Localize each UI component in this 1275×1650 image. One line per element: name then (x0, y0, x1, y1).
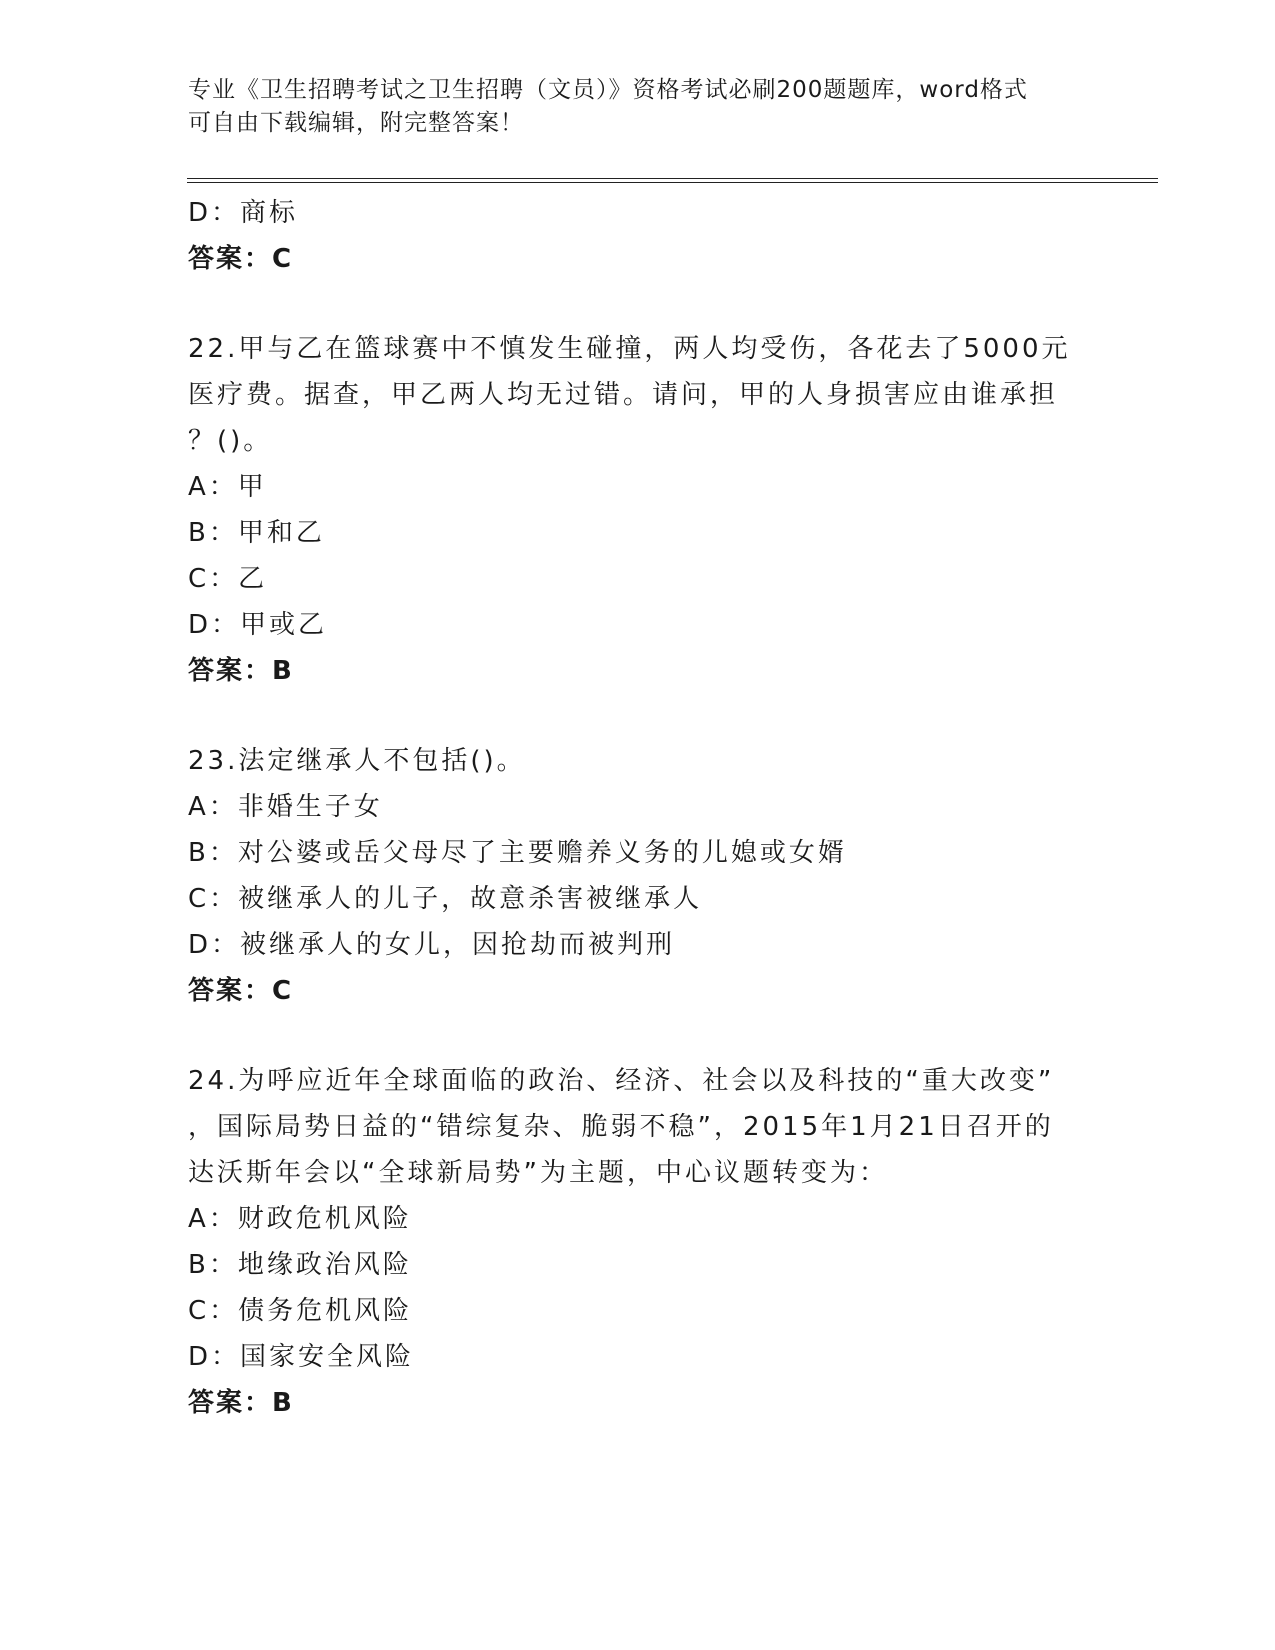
answer-line: 答案：C (188, 244, 294, 274)
header-line-2: 可自由下载编辑，附完整答案！ (188, 110, 524, 136)
question-23 (188, 738, 1088, 1014)
answer-line: 答案：B (188, 1388, 294, 1418)
header-divider-top (187, 178, 1158, 179)
option-d: D：被继承人的女儿，因抢劫而被判刑 (188, 930, 676, 960)
answer-line: 答案：B (188, 656, 294, 686)
option-a: A：非婚生子女 (188, 792, 383, 822)
option-d: D：甲或乙 (188, 610, 328, 640)
option-d: D：商标 (188, 198, 299, 228)
option-c: C：乙 (188, 564, 268, 594)
question-text-line: 达沃斯年会以“全球新局势”为主题，中心议题转变为： (188, 1158, 888, 1188)
answer-line: 答案：C (188, 976, 294, 1006)
option-b: B：对公婆或岳父母尽了主要赡养义务的儿媳或女婿 (188, 838, 847, 868)
option-c: C：债务危机风险 (188, 1296, 413, 1326)
document-header (188, 74, 1088, 140)
question-22 (188, 326, 1088, 694)
question-text-line: 24.为呼应近年全球面临的政治、经济、社会以及科技的“重大改变” (188, 1066, 1055, 1096)
option-d: D：国家安全风险 (188, 1342, 415, 1372)
question-text-line: ？()。 (188, 426, 273, 456)
option-a: A：甲 (188, 472, 267, 502)
header-divider-bottom (187, 182, 1158, 183)
question-24 (188, 1058, 1088, 1426)
previous-question-tail (188, 190, 1088, 282)
question-text-line: ，国际局势日益的“错综复杂、脆弱不稳”，2015年1月21日召开的 (188, 1112, 1054, 1142)
document-body (188, 190, 1088, 1426)
option-b: B：地缘政治风险 (188, 1250, 412, 1280)
option-c: C：被继承人的儿子，故意杀害被继承人 (188, 884, 703, 914)
question-text-line: 医疗费。据查，甲乙两人均无过错。请问，甲的人身损害应由谁承担 (188, 380, 1059, 410)
question-text-line: 22.甲与乙在篮球赛中不慎发生碰撞，两人均受伤，各花去了5000元 (188, 334, 1071, 364)
option-a: A：财政危机风险 (188, 1204, 412, 1234)
header-line-1: 专业《卫生招聘考试之卫生招聘（文员）》资格考试必刷200题题库，word格式 (188, 77, 1028, 103)
option-b: B：甲和乙 (188, 518, 325, 548)
question-text-line: 23.法定继承人不包括()。 (188, 746, 526, 776)
